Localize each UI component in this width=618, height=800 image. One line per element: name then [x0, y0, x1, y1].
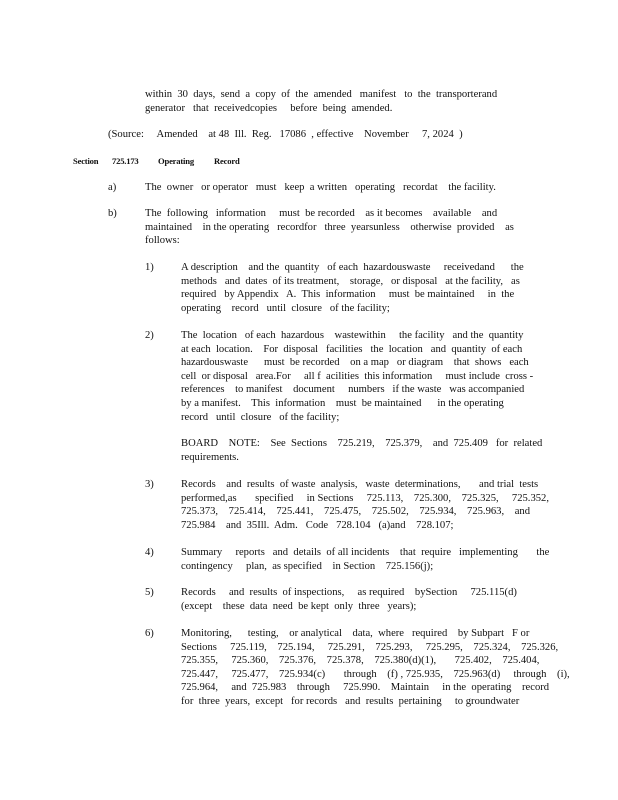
item-marker-b: b): [108, 208, 117, 219]
item-b1-line: operating record until closure of the facility;: [181, 302, 390, 314]
item-b2-line: hazardouswaste must be recorded on a map or diagram that shows each: [181, 357, 529, 369]
item-b6-line: 725.964, and 725.983 through 725.990. Maintain in the operating record: [181, 682, 550, 694]
item-b-line: maintained in the operating recordfor three yearsunless otherwise provided as: [145, 221, 514, 233]
item-b2-line: references to manifest document numbers if the waste was accompanied: [181, 384, 525, 396]
item-marker-b2: 2): [145, 330, 154, 341]
item-marker-b3: 3): [145, 479, 154, 490]
item-b5-line: Records and results of inspections, as required bySection 725.115(d): [181, 587, 517, 598]
item-b6-line: 725.447, 725.477, 725.934(c) through (f) , 725.935, 725.963(d) through (i),: [181, 668, 570, 680]
item-a-paragraph: [145, 181, 496, 195]
board-note: [181, 437, 542, 464]
item-b2-line: by a manifest. This information must be maintained in the operating: [181, 397, 504, 409]
item-b4-line: contingency plan, as specified in Section 725.156(j);: [181, 560, 434, 572]
section-title-word: Record: [214, 156, 240, 166]
item-b4-line: Summary reports and details of all incidents that require implementing the: [181, 547, 550, 558]
item-b6-paragraph: [181, 627, 570, 709]
item-b-paragraph: [145, 207, 514, 248]
item-b2-line: cell or disposal area.For all f acilities this information must include cross -: [181, 370, 534, 382]
item-b1-paragraph: [181, 261, 524, 315]
item-b6-line: 725.355, 725.360, 725.376, 725.378, 725.380(d)(1), 725.402, 725.404,: [181, 655, 540, 667]
item-b4-paragraph: [181, 546, 549, 573]
item-b3-line: Records and results of waste analysis, waste determinations, and trial tests: [181, 479, 539, 490]
item-b6-line: Monitoring, testing, or analytical data, where required by Subpart F or: [181, 628, 530, 639]
section-label: Section: [73, 156, 99, 166]
item-b-line: The following information must be recorded as it becomes available and: [145, 208, 498, 219]
continuation-paragraph: [145, 88, 497, 115]
item-b2-line: The location of each hazardous wastewithin the facility and the quantity: [181, 330, 524, 341]
item-b5-line: (except these data need be kept only three years);: [181, 600, 417, 612]
item-b3-line: 725.984 and 35Ill. Adm. Code 728.104 (a)and 728.107;: [181, 519, 454, 531]
item-marker-a: a): [108, 182, 117, 193]
item-marker-b6: 6): [145, 628, 154, 639]
source-note: (Source: Amended at 48 Ill. Reg. 17086 , effective November 7, 2024 ): [108, 129, 463, 140]
item-marker-b5: 5): [145, 587, 154, 598]
item-b6-line: Sections 725.119, 725.194, 725.291, 725.293, 725.295, 725.324, 725.326,: [181, 641, 559, 653]
item-b2-paragraph: [181, 329, 533, 424]
item-b1-line: required by Appendix A. This information must be maintained in the: [181, 289, 515, 301]
item-b2-line: record until closure of the facility;: [181, 411, 340, 423]
item-b3-line: performed,as specified in Sections 725.113, 725.300, 725.325, 725.352,: [181, 492, 549, 504]
item-b3-line: 725.373, 725.414, 725.441, 725.475, 725.502, 725.934, 725.963, and: [181, 506, 530, 518]
item-b3-paragraph: [181, 478, 549, 532]
item-b2-line: at each location. For disposal facilities the location and quantity of each: [181, 343, 523, 355]
item-b1-line: A description and the quantity of each hazardouswaste receivedand the: [181, 262, 524, 273]
item-b-line: follows:: [145, 235, 180, 247]
continuation-line: generator that receivedcopies before being amended.: [145, 102, 393, 114]
item-marker-b1: 1): [145, 262, 154, 273]
item-a-line: The owner or operator must keep a written operating recordat the facility.: [145, 182, 496, 193]
item-b5-paragraph: [181, 586, 517, 613]
section-title-word: Operating: [158, 156, 194, 166]
item-marker-b4: 4): [145, 547, 154, 558]
item-b1-line: methods and dates of its treatment, storage, or disposal at the facility, as: [181, 275, 520, 287]
continuation-line: within 30 days, send a copy of the amended manifest to the transporterand: [145, 89, 498, 100]
board-note-line: BOARD NOTE: See Sections 725.219, 725.379, and 725.409 for related: [181, 438, 543, 449]
board-note-line: requirements.: [181, 451, 239, 463]
item-b6-line: for three years, except for records and results pertaining to groundwater: [181, 695, 520, 707]
section-number: 725.173: [112, 156, 139, 166]
